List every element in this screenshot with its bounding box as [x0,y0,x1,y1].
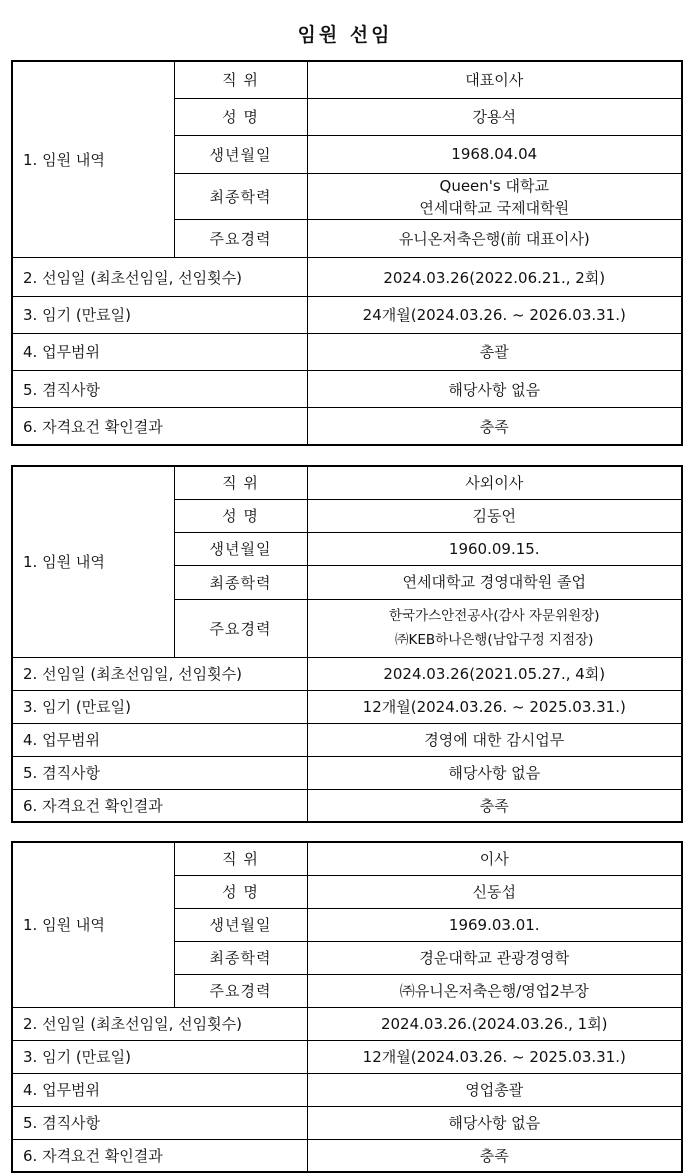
education-value [307,941,682,974]
name-value: 신동섭 [307,875,682,908]
appointment-date-value: 2024.03.26(2021.05.27., 4회) [307,657,682,690]
position-value: 사외이사 [307,466,682,499]
qualification-label: 6. 자격요건 확인결과 [12,789,307,822]
career-line: 한국가스안전공사(감사 자문위원장) [389,608,600,624]
position-value: 대표이사 [307,61,682,98]
appointment-date-label: 2. 선임일 (최초선임일, 선임횟수) [12,258,307,296]
section-executive-details-label: 1. 임원 내역 [12,466,174,657]
education-line: 연세대학교 국제대학원 [419,198,570,217]
name-label: 성 명 [174,98,307,135]
qualification-label: 6. 자격요건 확인결과 [12,1139,307,1172]
executive-table-1 [11,60,683,446]
term-value: 12개월(2024.03.26. ~ 2025.03.31.) [307,1040,682,1073]
duty-scope-label: 4. 업무범위 [12,1073,307,1106]
term-label: 3. 임기 (만료일) [12,296,307,333]
appointment-date-value: 2024.03.26.(2024.03.26., 1회) [307,1007,682,1040]
position-label: 직 위 [174,466,307,499]
name-value: 김동언 [307,499,682,532]
career-value [307,220,682,258]
birthdate-label: 생년월일 [174,908,307,941]
concurrent-position-value: 해당사항 없음 [307,1106,682,1139]
executive-table-3 [11,841,683,1173]
name-label: 성 명 [174,499,307,532]
appointment-date-value: 2024.03.26(2022.06.21., 2회) [307,258,682,296]
page-title: 임원 선임 [297,24,393,46]
duty-scope-value: 영업총괄 [307,1073,682,1106]
birthdate-label: 생년월일 [174,532,307,565]
position-label: 직 위 [174,842,307,875]
appointment-date-label: 2. 선임일 (최초선임일, 선임횟수) [12,657,307,690]
term-label: 3. 임기 (만료일) [12,1040,307,1073]
career-value [307,599,682,657]
career-label: 주요경력 [174,599,307,657]
position-value: 이사 [307,842,682,875]
name-value: 강용석 [307,98,682,135]
duty-scope-value: 총괄 [307,333,682,370]
qualification-label: 6. 자격요건 확인결과 [12,408,307,445]
education-line: 경운대학교 관광경영학 [419,948,570,967]
term-value: 12개월(2024.03.26. ~ 2025.03.31.) [307,690,682,723]
qualification-value: 충족 [307,408,682,445]
duty-scope-label: 4. 업무범위 [12,333,307,370]
career-value [307,974,682,1007]
name-label: 성 명 [174,875,307,908]
birthdate-value: 1968.04.04 [307,135,682,173]
concurrent-position-label: 5. 겸직사항 [12,756,307,789]
education-value [307,565,682,599]
qualification-value: 충족 [307,789,682,822]
qualification-value: 충족 [307,1139,682,1172]
education-value [307,174,682,220]
education-label: 최종학력 [174,174,307,220]
term-label: 3. 임기 (만료일) [12,690,307,723]
career-label: 주요경력 [174,974,307,1007]
education-line: 연세대학교 경영대학원 졸업 [402,573,586,591]
education-label: 최종학력 [174,941,307,974]
concurrent-position-label: 5. 겸직사항 [12,371,307,408]
executive-table-2 [11,465,683,823]
duty-scope-label: 4. 업무범위 [12,723,307,756]
career-line: 유니온저축은행(前 대표이사) [398,229,590,248]
career-line: ㈜KEB하나은행(남압구정 지점장) [395,632,594,648]
career-label: 주요경력 [174,220,307,258]
birthdate-value: 1969.03.01. [307,908,682,941]
section-executive-details-label: 1. 임원 내역 [12,842,174,1007]
term-value: 24개월(2024.03.26. ~ 2026.03.31.) [307,296,682,333]
section-executive-details-label: 1. 임원 내역 [12,61,174,258]
birthdate-label: 생년월일 [174,135,307,173]
education-line: Queen's 대학교 [439,176,549,195]
concurrent-position-label: 5. 겸직사항 [12,1106,307,1139]
position-label: 직 위 [174,61,307,98]
concurrent-position-value: 해당사항 없음 [307,756,682,789]
education-label: 최종학력 [174,565,307,599]
duty-scope-value: 경영에 대한 감시업무 [307,723,682,756]
concurrent-position-value: 해당사항 없음 [307,371,682,408]
appointment-date-label: 2. 선임일 (최초선임일, 선임횟수) [12,1007,307,1040]
career-line: ㈜유니온저축은행/영업2부장 [399,981,589,1000]
birthdate-value: 1960.09.15. [307,532,682,565]
